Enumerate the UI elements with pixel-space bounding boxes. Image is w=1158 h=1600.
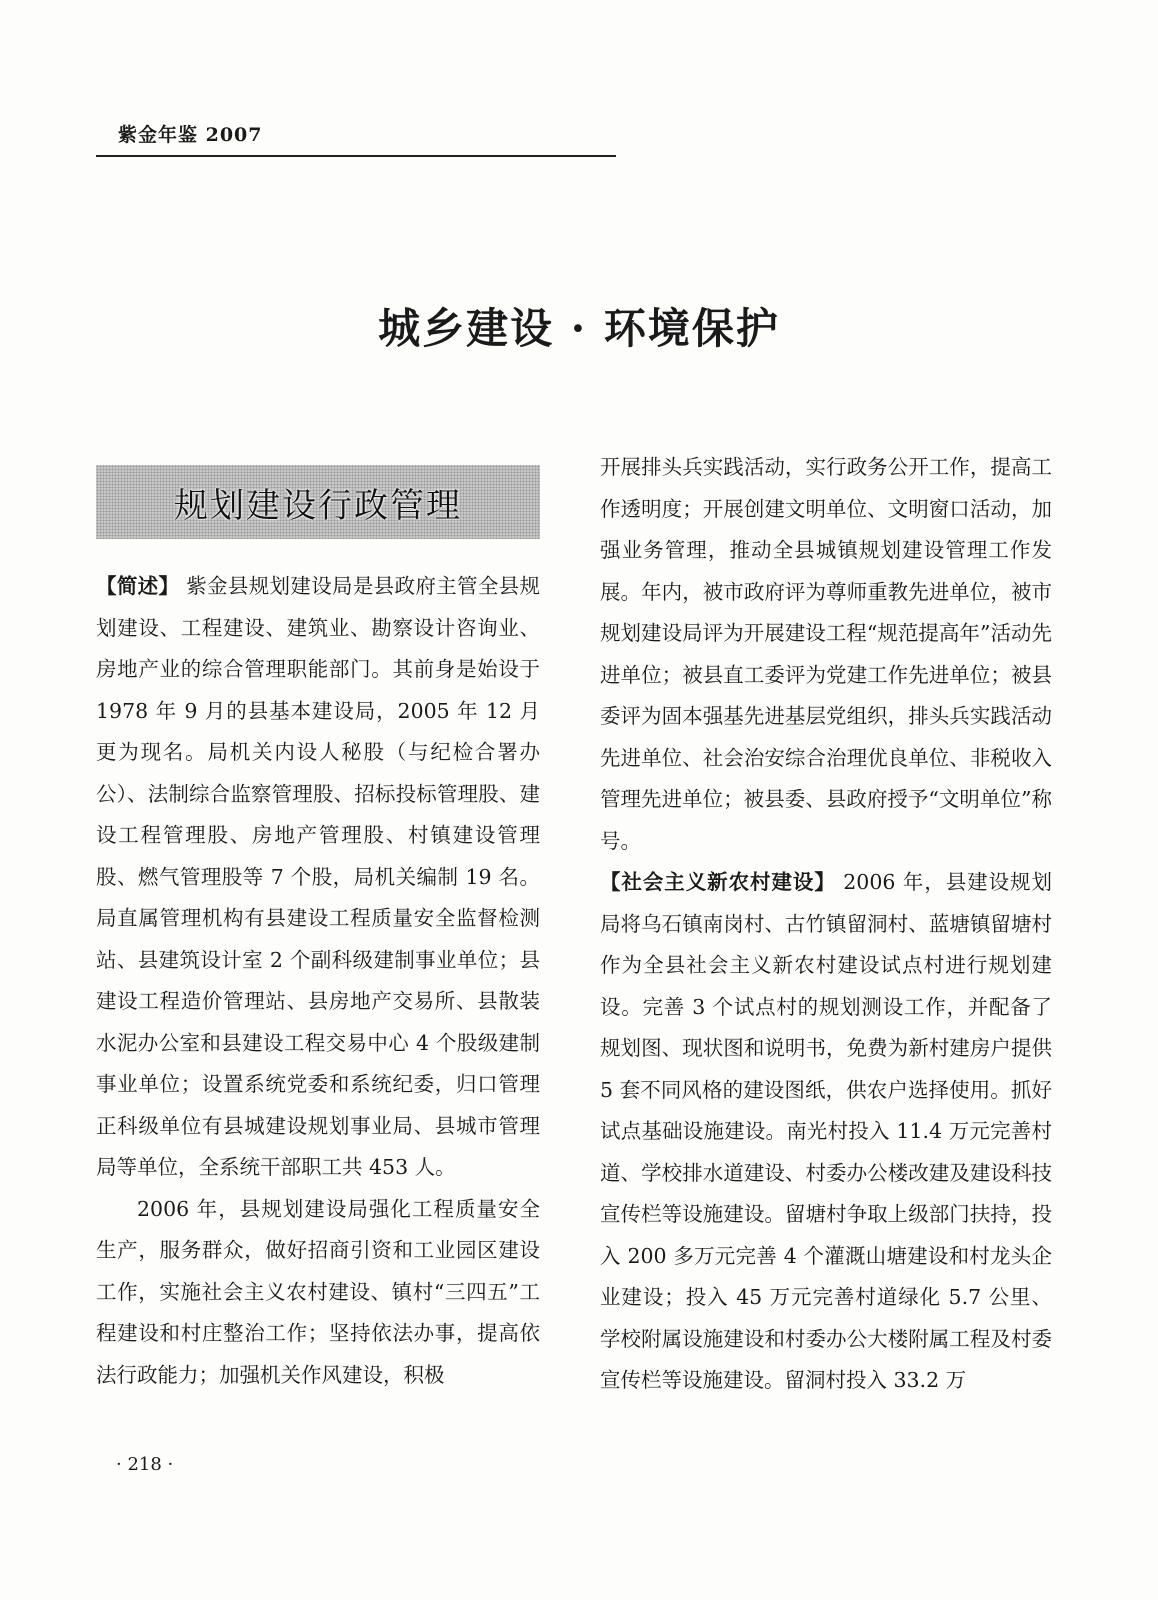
page-number: · 218 · (116, 1454, 174, 1475)
work-summary-continued: 开展排头兵实践活动，实行政务公开工作，提高工作透明度；开展创建文明单位、文明窗口活动，加强业务管理，推动全县城镇规划建设管理工作发展。年内，被市政府评为尊师重教先进单位，被市规划建设局评为开展建设工程“规范提高年”活动先进单位；被县直工委评为党建工作先进单位；被县委评为固本强基先进基层党组织，排头兵实践活动先进单位、社会治安综合治理优良单位、非税收入管理先进单位；被县委、县政府授予“文明单位”称号。 (600, 455, 1052, 853)
section-heading-box (96, 465, 540, 539)
section-title: 规划建设行政管理 (174, 485, 462, 526)
new-rural-paragraph (600, 862, 1052, 1402)
intro-paragraph (96, 566, 540, 1189)
right-column (600, 447, 1052, 1402)
intro-text: 紫金县规划建设局是县政府主管全县规划建设、工程建设、建筑业、勘察设计咨询业、房地产业的综合管理职能部门。其前身是始设于 1978 年 9 月的县基本建设局，2005 年 12 月更为现名。局机关内设人秘股（与纪检合署办公）、法制综合监察管理股、招标投标管理股、建设工程管理股、房地产管理股、村镇建设管理股、燃气管理股等 7 个股，局机关编制 19 名。局直属管理机构有县建设工程质量安全监督检测站、县建筑设计室 2 个副科级建制事业单位；县建设工程造价管理站、县房地产交易所、县散装水泥办公室和县建设工程交易中心 4 个股级建制事业单位；设置系统党委和系统纪委，归口管理正科级单位有县城建设规划事业局、县城市管理局等单位，全系统干部职工共 453 人。 (96, 574, 541, 1179)
left-column (96, 566, 540, 1396)
intro-tag: 【简述】 (96, 574, 180, 598)
chapter-title: 城乡建设 · 环境保护 (378, 304, 780, 353)
new-rural-text: 2006 年，县建设规划局将乌石镇南岗村、古竹镇留洞村、蓝塘镇留塘村作为全县社会主义新农村建设试点村进行规划建设。完善 3 个试点村的规划测设工作，并配备了规划图、现状图和说明书，免费为新村建房户提供 5 套不同风格的建设图纸，供农户选择使用。抓好试点基础设施建设。南光村投入 11.4 万元完善村道、学校排水道建设、村委办公楼改建及建设科技宣传栏等设施建设。留塘村争取上级部门扶持，投入 200 多万元完善 4 个灌溉山塘建设和村龙头企业建设；投入 45 万元完善村道绿化 5.7 公里、学校附属设施建设和村委办公大楼附属工程及村委宣传栏等设施建设。留洞村投入 33.2 万 (600, 870, 1052, 1392)
new-rural-tag: 【社会主义新农村建设】 (600, 870, 836, 894)
work-summary-paragraph: 2006 年，县规划建设局强化工程质量安全生产，服务群众，做好招商引资和工业园区建设工作，实施社会主义农村建设、镇村“三四五”工程建设和村庄整治工作；坚持依法办事，提高依法行政能力；加强机关作风建设，积极 (96, 1196, 540, 1387)
header-rule (96, 155, 616, 157)
running-head: 紫金年鉴 2007 (118, 124, 263, 146)
